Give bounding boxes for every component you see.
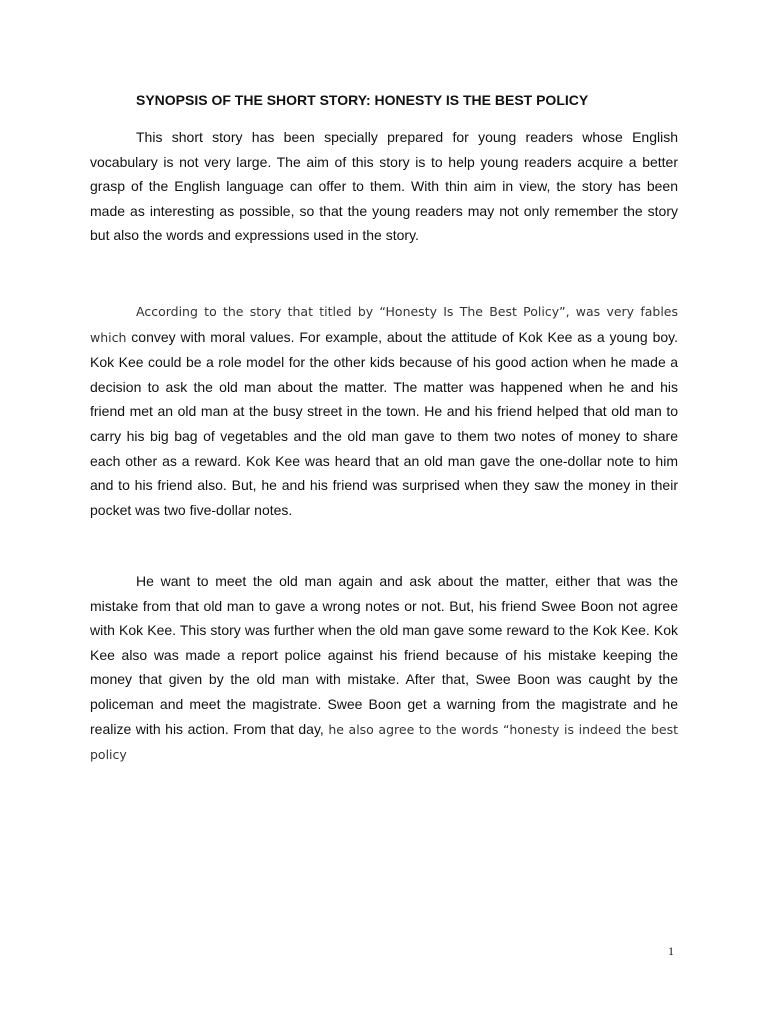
paragraph-intro: This short story has been specially prepared for young readers whose English vocabulary is not very large. The aim of this story is to help young readers acquire a better grasp of the English language can offer to them. With thin aim in view, the story has been made as interesting as possible, so that the young readers may not only remember the story but also the words and expressions used in the story. [90, 129, 678, 244]
document-title: SYNOPSIS OF THE SHORT STORY: HONESTY IS THE BEST POLICY [136, 92, 589, 108]
paragraph-story-summary [90, 299, 678, 522]
page-number: 1 [668, 944, 674, 958]
paragraph-story-ending-tail: he also agree to the words “honesty is indeed the best policy [90, 721, 679, 763]
paragraph-story-summary-lead: According to the story that titled by “Honesty Is The Best Policy”, was very fables which [90, 304, 678, 345]
paragraph-story-summary-body: convey with moral values. For example, about the attitude of Kok Kee as a young boy. Kok Kee could be a role model for the other kids because of his good action when he made a decision to ask the old man about the matter. The matter was happened when he and his friend met an old man at the busy street in the town. He and his friend helped that old man to carry his big bag of vegetables and the old man gave to them two notes of money to share each other as a reward. Kok Kee was heard that an old man gave the one-dollar note to him and to his friend also. But, he and his friend was surprised when they saw the money in their pocket was two five-dollar notes. [90, 328, 678, 518]
paragraph-story-ending-body: He want to meet the old man again and ask about the matter, either that was the mistake from that old man to gave a wrong notes or not. But, his friend Swee Boon not agree with Kok Kee. This story was further when the old man gave some reward to the Kok Kee. Kok Kee also was made a report police against his friend because of his mistake keeping the money that given by the old man with mistake. After that, Swee Boon was caught by the policeman and meet the magistrate. Swee Boon get a warning from the magistrate and he realize with his action. From that day, [90, 573, 678, 737]
paragraph-story-ending [90, 569, 678, 768]
document-page [90, 0, 678, 1024]
